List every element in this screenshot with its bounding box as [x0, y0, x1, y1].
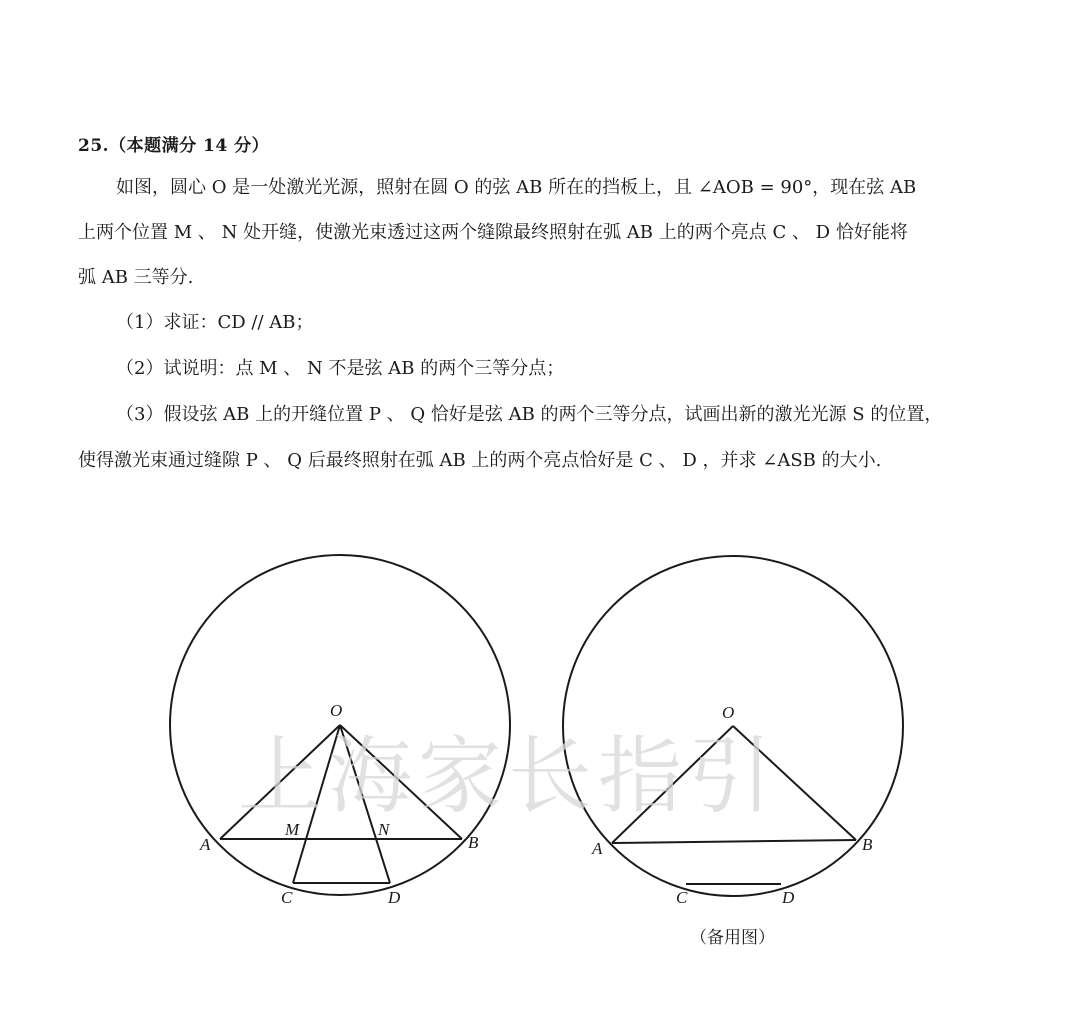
figure-1-label-A: A: [200, 835, 211, 854]
subquestion-3-line-1: （3）假设弦 AB 上的开缝位置 P 、 Q 恰好是弦 AB 的两个三等分点，试画出新的激光光源 S 的位置，: [116, 404, 943, 425]
figure-2-chord-AB: [612, 840, 856, 843]
question-intro-line-2: 上两个位置 M 、 N 处开缝，使激光束透过这两个缝隙最终照射在弧 AB 上的两个亮点 C 、 D 恰好能将: [78, 222, 908, 243]
figure-2: [563, 556, 903, 896]
question-header: 25.（本题满分 14 分）: [78, 136, 270, 156]
question-intro-line-3: 弧 AB 三等分.: [78, 267, 194, 288]
subquestion-2: （2）试说明：点 M 、 N 不是弦 AB 的两个三等分点；: [116, 358, 565, 379]
question-intro-line-1: 如图，圆心 O 是一处激光光源，照射在圆 O 的弦 AB 所在的挡板上，且 ∠AOB = 90°，现在弦 AB: [116, 177, 917, 198]
figure-2-label-O: O: [722, 703, 735, 722]
subquestion-3-line-2: 使得激光束通过缝隙 P 、 Q 后最终照射在弧 AB 上的两个亮点恰好是 C 、 D ，并求 ∠ASB 的大小.: [78, 450, 882, 471]
figure-1-label-M: M: [285, 820, 300, 839]
subquestion-1: （1）求证：CD // AB；: [116, 312, 314, 333]
watermark: 上海家长指引: [238, 727, 779, 825]
figure-2-label-B: B: [862, 835, 873, 854]
figure-1-label-O: O: [330, 701, 343, 720]
figure-2-label-A: A: [592, 839, 603, 858]
figure-1: [170, 555, 510, 895]
figure-2-caption: （备用图）: [690, 928, 775, 948]
figure-2-label-C: C: [676, 888, 688, 907]
figure-1-label-D: D: [388, 888, 401, 907]
figure-1-label-C: C: [281, 888, 293, 907]
figure-1-label-N: N: [378, 820, 390, 839]
figure-1-label-B: B: [468, 833, 479, 852]
figure-2-label-D: D: [782, 888, 795, 907]
